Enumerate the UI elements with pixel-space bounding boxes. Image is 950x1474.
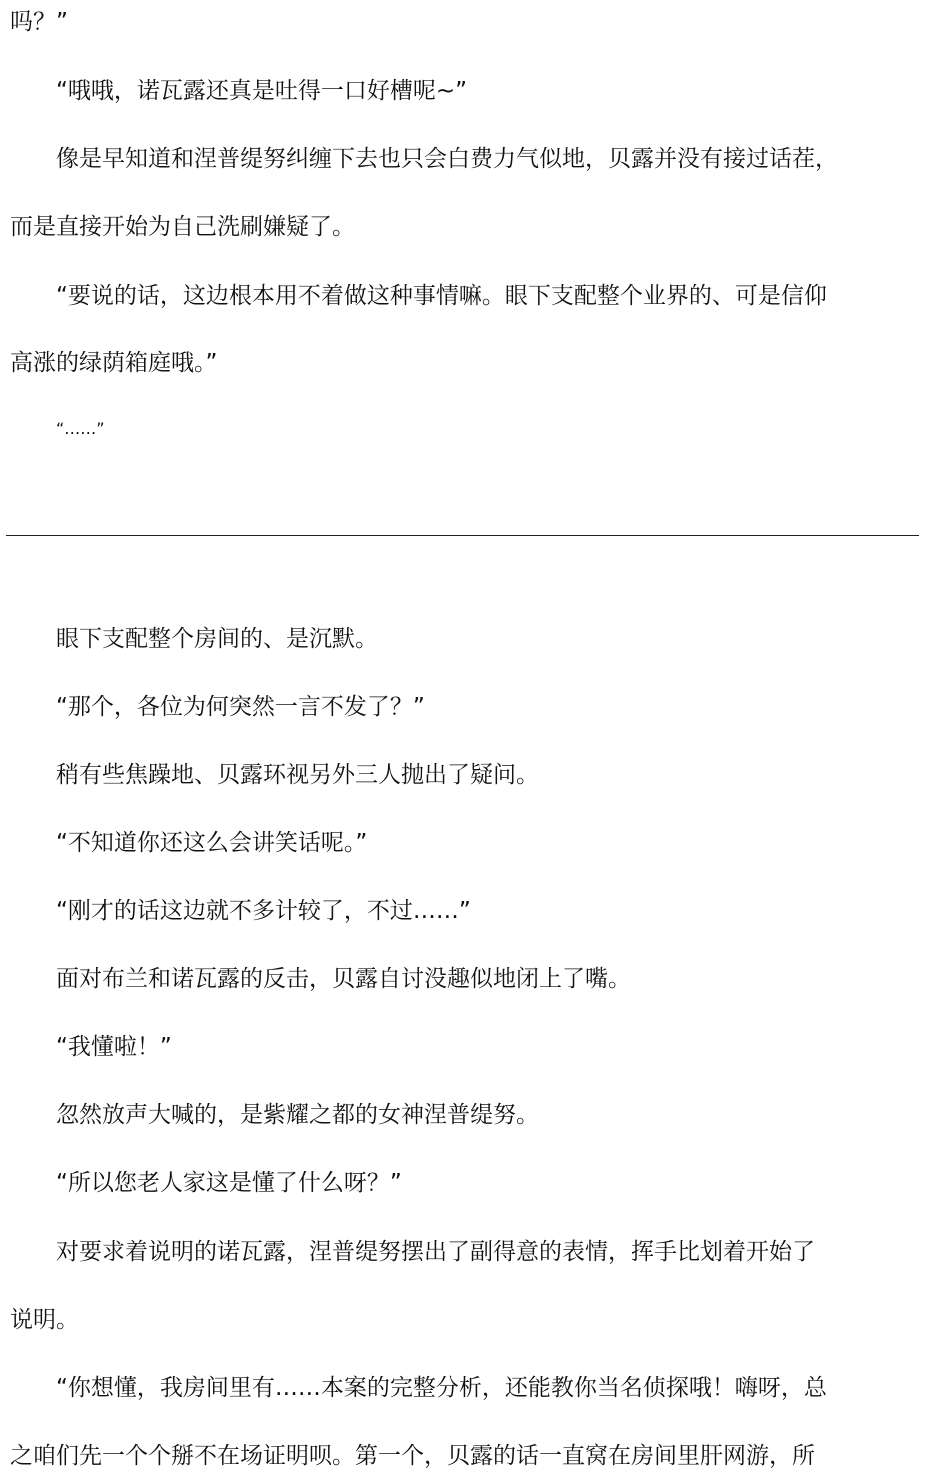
paragraph-line: 说明。 bbox=[10, 1307, 79, 1333]
paragraph-line: 面对布兰和诺瓦露的反击，贝露自讨没趣似地闭上了嘴。 bbox=[56, 966, 631, 992]
paragraph-line: 眼下支配整个房间的、是沉默。 bbox=[56, 626, 378, 652]
paragraph-line: “要说的话，这边根本用不着做这种事情嘛。眼下支配整个业界的、可是信仰 bbox=[56, 283, 827, 309]
paragraph-line: 之咱们先一个个掰不在场证明呗。第一个，贝露的话一直窝在房间里肝网游，所 bbox=[10, 1443, 815, 1469]
paragraph-line: 稍有些焦躁地、贝露环视另外三人抛出了疑问。 bbox=[56, 762, 539, 788]
paragraph-line: 吗？” bbox=[10, 9, 68, 35]
paragraph-line: “刚才的话这边就不多计较了，不过……” bbox=[56, 898, 471, 924]
paragraph-line: “你想懂，我房间里有……本案的完整分析，还能教你当名侦探哦！嗨呀，总 bbox=[56, 1375, 827, 1401]
paragraph-line: “那个，各位为何突然一言不发了？” bbox=[56, 694, 425, 720]
paragraph-line: 高涨的绿荫箱庭哦。” bbox=[10, 350, 218, 376]
paragraph-line: 对要求着说明的诺瓦露，涅普缇努摆出了副得意的表情，挥手比划着开始了 bbox=[56, 1239, 815, 1265]
paragraph-line: 像是早知道和涅普缇努纠缠下去也只会白费力气似地，贝露并没有接过话茬， bbox=[56, 146, 838, 172]
paragraph-line: 而是直接开始为自己洗刷嫌疑了。 bbox=[10, 214, 355, 240]
paragraph-line: “我懂啦！” bbox=[56, 1034, 172, 1060]
paragraph-line: “……” bbox=[56, 419, 105, 438]
paragraph-line: “不知道你还这么会讲笑话呢。” bbox=[56, 830, 368, 856]
paragraph-line: 忽然放声大喊的，是紫耀之都的女神涅普缇努。 bbox=[56, 1102, 539, 1128]
paragraph-line: “所以您老人家这是懂了什么呀？” bbox=[56, 1170, 402, 1196]
paragraph-line: “哦哦，诺瓦露还真是吐得一口好槽呢~” bbox=[56, 78, 468, 104]
section-divider bbox=[6, 535, 919, 536]
